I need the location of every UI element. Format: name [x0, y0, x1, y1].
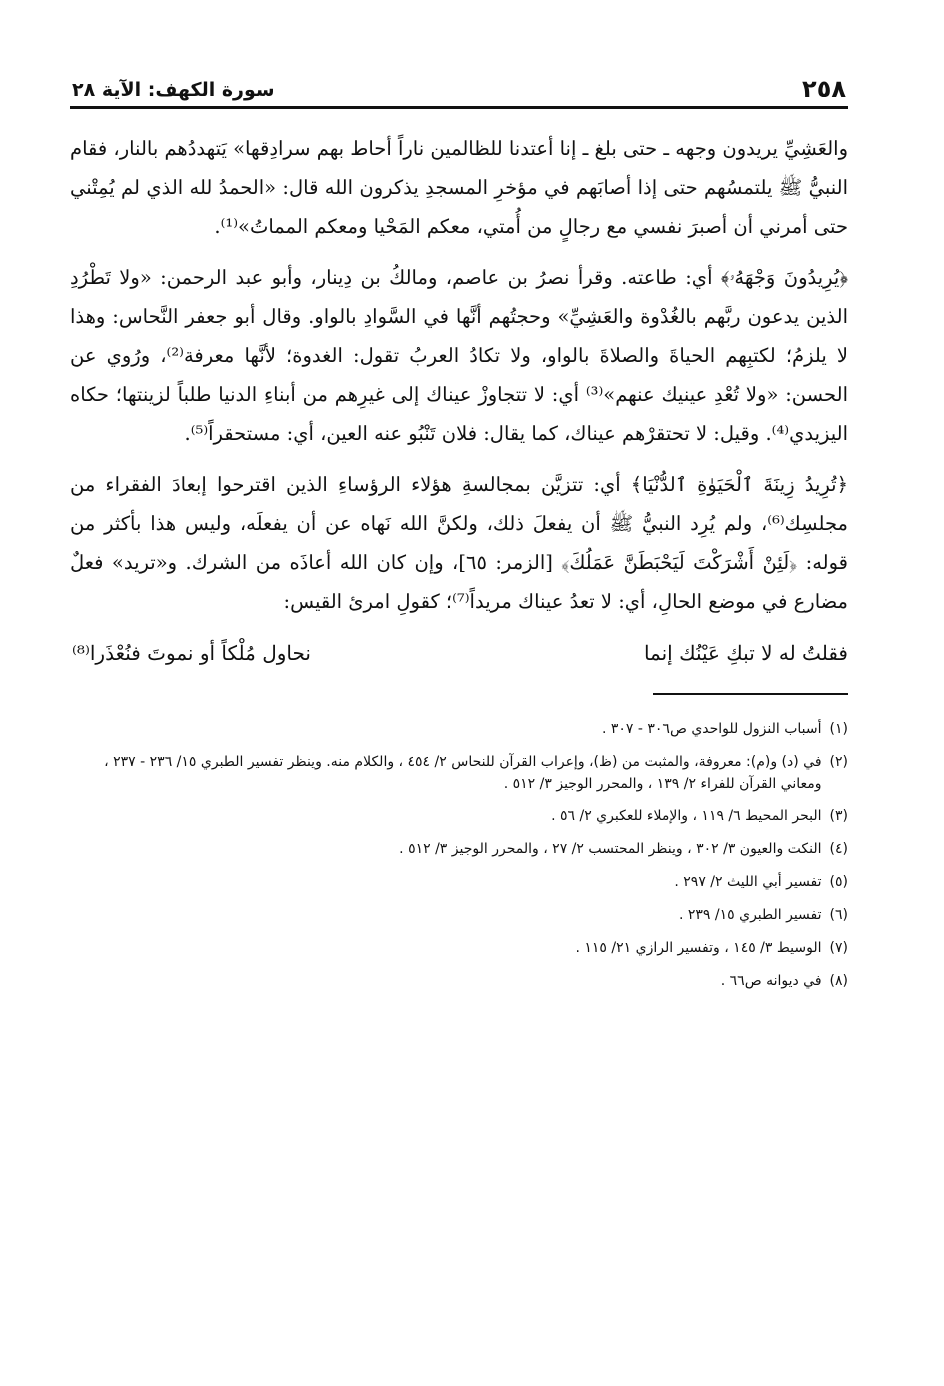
poetry-verse — [70, 633, 848, 673]
footnotes — [70, 713, 848, 998]
header-rule — [70, 106, 848, 109]
footnote-text: البحر المحيط ٦/ ١١٩ ، والإملاء للعكبري ٢/ ٥٦ . — [551, 808, 822, 824]
footnote-item — [70, 866, 848, 899]
verse-first-hemistich: فقلتُ له لا تبكِ عَيْنُك إنما — [643, 641, 848, 665]
footnote-number: (٤) — [829, 841, 848, 857]
running-head — [70, 70, 848, 104]
footnote-number: (٦) — [829, 907, 848, 923]
footnote-text: تفسير الطبري ١٥/ ٢٣٩ . — [678, 907, 822, 923]
footnote-number: (٧) — [829, 940, 848, 956]
page-number: ٢٥٨ — [802, 75, 846, 103]
footnote-text: في (د) و(م): معروفة، والمثبت من (ظ)، وإعراب القرآن للنحاس ٢/ ٤٥٤ ، والكلام منه. وينظر تفسير الطبري ١٥/ ٢٣٦ - ٢٣٧ ، ومعاني القرآن للفراء ٢/ ١٣٩ ، والمحرر الوجيز ٣/ ٥١٢ . — [104, 754, 822, 792]
footnote-text: تفسير أبي الليث ٢/ ٢٩٧ . — [674, 874, 822, 890]
footnote-item — [70, 713, 848, 746]
footnote-item — [70, 800, 848, 833]
footnote-item — [70, 899, 848, 932]
footnote-item — [70, 932, 848, 965]
footnote-item — [70, 965, 848, 998]
verse-second-hemistich: نحاول مُلْكاً أو نموتَ فنُعْذَرا⁽⁸⁾ — [72, 641, 311, 665]
paragraph: ﴿يُرِيدُونَ وَجْهَهُۥ﴾ أي: طاعته. وقرأ نصرُ بن عاصم، ومالكُ بن دِينار، وأبو عبد الرحمن: «ولا تَطْرُدِ الذين يدعون ربَّهم بالغُدْوة والعَشِيِّ» وحجتُهم أنَّها في السَّوادِ بالواو. وقال أبو جعفر النَّحاس: وهذا لا يلزمُ؛ لكتبِهم الحياةَ والصلاةَ بالواو، ولا تكادُ العربُ تقول: الغدوة؛ لأنَّها معرفة⁽²⁾، ورُوي عن الحسن: «ولا تُعْدِ عينيك عنهم»⁽³⁾ أي: لا تتجاوزْ عيناك إلى غيرِهم من أبناءِ الدنيا طلباً لزينتها؛ حكاه اليزيدي⁽⁴⁾. وقيل: لا تحتقرْهم عيناك، كما يقال: فلان تَنْبُو عنه العين، أي: مستحقراً⁽⁵⁾. — [70, 266, 848, 445]
footnote-number: (٨) — [829, 973, 848, 989]
footnote-number: (٥) — [829, 874, 848, 890]
book-page — [70, 70, 848, 1356]
footnote-number: (٢) — [829, 754, 848, 770]
footnote-text: الوسيط ٣/ ١٤٥ ، وتفسير الرازي ٢١/ ١١٥ . — [575, 940, 822, 956]
footnote-number: (١) — [829, 721, 848, 737]
running-title: سورة الكهف: الآية ٢٨ — [72, 79, 275, 101]
footnote-separator — [653, 693, 848, 695]
footnote-item — [70, 833, 848, 866]
footnote-text: في ديوانه ص٦٦ . — [720, 973, 822, 989]
paragraph: ﴿تُرِيدُ زِينَةَ ٱلْحَيَوٰةِ ٱلدُّنْيَا﴾ أي: تتزيَّن بمجالسةِ هؤلاء الرؤساءِ الذين اقترحوا إبعادَ الفقراء من مجلسِك⁽⁶⁾، ولم يُرِد النبيُّ ﷺ أن يفعلَ ذلك، ولكنَّ الله نَهاه عن أن يفعلَه، وليس هذا بأكثر من قوله: ﴿لَئِنْ أَشْرَكْتَ لَيَحْبَطَنَّ عَمَلُكَ﴾ [الزمر: ٦٥]، وإن كان الله أعاذَه من الشرك. و«تريد» فعلٌ مضارع في موضع الحالِ، أي: لا تعدُ عيناك مريداً⁽⁷⁾؛ كقولِ امرئ القيس: — [70, 473, 848, 613]
footnote-text: النكت والعيون ٣/ ٣٠٢ ، وينظر المحتسب ٢/ ٢٧ ، والمحرر الوجيز ٣/ ٥١٢ . — [399, 841, 822, 857]
footnote-item — [70, 746, 848, 800]
paragraph: والعَشِيِّ يريدون وجهه ـ حتى بلغ ـ إنا أعتدنا للظالمين ناراً أحاط بهم سرادِقها» يَتهددُهم بالنار، فقام النبيُّ ﷺ يلتمسُهم حتى إذا أصابَهم في مؤخرِ المسجدِ يذكرون الله قال: «الحمدُ لله الذي لم يُمِتْني حتى أمرني أن أصبرَ نفسي مع رجالٍ من أُمتي، معكم المَحْيا ومعكم المماتُ»⁽¹⁾. — [70, 137, 848, 238]
main-text — [70, 129, 848, 621]
footnote-number: (٣) — [829, 808, 848, 824]
footnote-text: أسباب النزول للواحدي ص٣٠٦ - ٣٠٧ . — [601, 721, 822, 737]
